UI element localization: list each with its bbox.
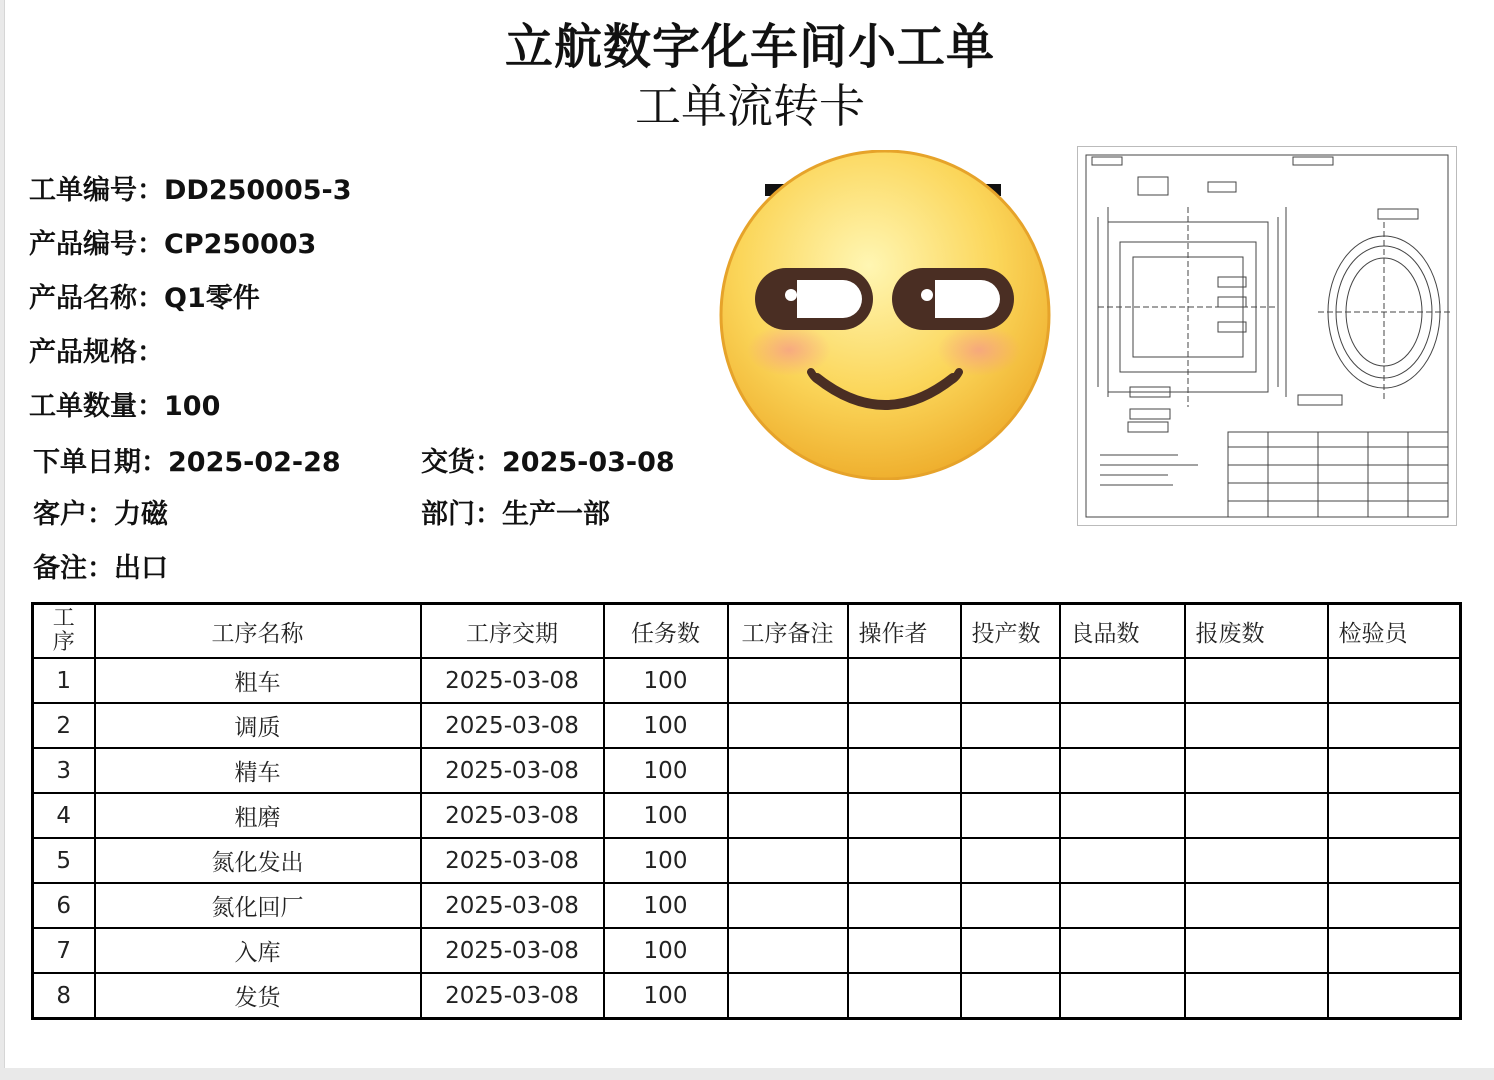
col-header-process-due: 工序交期: [421, 604, 604, 659]
process-table: [31, 602, 1462, 1020]
field-spec: [29, 330, 164, 369]
cell-task-qty: 100: [604, 883, 728, 928]
field-order-no-label: 工单编号 ：: [29, 175, 164, 206]
field-quantity: [29, 384, 220, 423]
work-order-page: [4, 0, 1494, 1068]
cell-process-name: 粗磨: [95, 793, 421, 838]
field-dept: [421, 492, 610, 531]
table-row: [33, 658, 1461, 703]
cell-inspector: [1328, 838, 1461, 883]
cell-input-qty: [961, 658, 1060, 703]
cell-seq: 5: [33, 838, 95, 883]
cell-process-due: 2025-03-08: [421, 973, 604, 1019]
col-header-input-qty: 投产数: [961, 604, 1060, 659]
table-row: [33, 793, 1461, 838]
cell-scrap-qty: [1185, 883, 1328, 928]
cell-process-remark: [728, 838, 848, 883]
field-product-code-value: CP250003: [164, 229, 317, 260]
field-quantity-value: 100: [164, 391, 221, 422]
field-spec-label: 产品规格 ：: [29, 337, 164, 368]
field-product-name-label: 产品名称 ：: [29, 283, 164, 314]
cell-process-remark: [728, 973, 848, 1019]
cell-scrap-qty: [1185, 838, 1328, 883]
cell-scrap-qty: [1185, 658, 1328, 703]
table-row: [33, 928, 1461, 973]
col-header-task-qty: 任务数: [604, 604, 728, 659]
cell-process-remark: [728, 748, 848, 793]
col-header-seq: 工 序: [33, 604, 95, 659]
table-row: [33, 838, 1461, 883]
field-product-name: [29, 276, 260, 315]
cell-input-qty: [961, 928, 1060, 973]
field-order-date-value: 2025-02-28: [168, 447, 341, 478]
cell-seq: 2: [33, 703, 95, 748]
cell-process-name: 发货: [95, 973, 421, 1019]
cell-operator: [848, 838, 961, 883]
cell-operator: [848, 748, 961, 793]
cell-task-qty: 100: [604, 928, 728, 973]
cell-good-qty: [1060, 928, 1185, 973]
cell-seq: 1: [33, 658, 95, 703]
cell-process-remark: [728, 793, 848, 838]
cell-operator: [848, 793, 961, 838]
cell-input-qty: [961, 703, 1060, 748]
cell-process-name: 粗车: [95, 658, 421, 703]
field-product-code: [29, 222, 316, 261]
cell-operator: [848, 658, 961, 703]
field-order-date: [33, 440, 341, 479]
cell-process-due: 2025-03-08: [421, 883, 604, 928]
table-row: [33, 973, 1461, 1019]
cell-seq: 6: [33, 883, 95, 928]
field-order-no-value: DD250005-3: [164, 175, 352, 206]
right-eye-icon: [892, 268, 1014, 330]
technical-drawing-image: [1077, 146, 1457, 526]
cell-good-qty: [1060, 658, 1185, 703]
cell-inspector: [1328, 658, 1461, 703]
table-row: [33, 703, 1461, 748]
cell-task-qty: 100: [604, 703, 728, 748]
page-subtitle: 工单流转卡: [635, 79, 865, 133]
cell-seq: 4: [33, 793, 95, 838]
cell-process-due: 2025-03-08: [421, 793, 604, 838]
cell-good-qty: [1060, 973, 1185, 1019]
field-delivery: [421, 440, 675, 479]
col-header-inspector: 检验员: [1328, 604, 1461, 659]
cell-task-qty: 100: [604, 793, 728, 838]
cell-scrap-qty: [1185, 928, 1328, 973]
cell-input-qty: [961, 793, 1060, 838]
cell-process-due: 2025-03-08: [421, 658, 604, 703]
cell-good-qty: [1060, 793, 1185, 838]
cell-process-remark: [728, 658, 848, 703]
cell-inspector: [1328, 793, 1461, 838]
cell-process-name: 调质: [95, 703, 421, 748]
field-remark-value: 出口: [114, 553, 168, 584]
cell-process-name: 氮化发出: [95, 838, 421, 883]
col-header-process-name: 工序名称: [95, 604, 421, 659]
cell-seq: 3: [33, 748, 95, 793]
col-header-process-remark: 工序备注: [728, 604, 848, 659]
cell-operator: [848, 928, 961, 973]
field-customer-value: 力磁: [114, 499, 168, 530]
cell-inspector: [1328, 973, 1461, 1019]
cell-process-remark: [728, 883, 848, 928]
col-header-scrap-qty: 报废数: [1185, 604, 1328, 659]
cell-good-qty: [1060, 838, 1185, 883]
cell-process-name: 氮化回厂: [95, 883, 421, 928]
field-dept-label: 部门 ：: [421, 499, 502, 530]
cell-inspector: [1328, 748, 1461, 793]
cell-scrap-qty: [1185, 973, 1328, 1019]
cell-process-due: 2025-03-08: [421, 928, 604, 973]
field-dept-value: 生产一部: [502, 499, 610, 530]
cell-task-qty: 100: [604, 658, 728, 703]
field-delivery-value: 2025-03-08: [502, 447, 675, 478]
cell-operator: [848, 703, 961, 748]
field-quantity-label: 工单数量 ：: [29, 391, 164, 422]
field-remark-label: 备注 ：: [33, 553, 114, 584]
cell-input-qty: [961, 973, 1060, 1019]
cell-process-remark: [728, 703, 848, 748]
field-delivery-label: 交货 ：: [421, 447, 502, 478]
cell-operator: [848, 973, 961, 1019]
cell-input-qty: [961, 838, 1060, 883]
cell-process-due: 2025-03-08: [421, 838, 604, 883]
process-table-body: [33, 658, 1461, 1019]
field-product-name-value: Q1零件: [164, 283, 260, 314]
smirk-emoji-svg: [717, 150, 1053, 480]
col-header-good-qty: 良品数: [1060, 604, 1185, 659]
cell-scrap-qty: [1185, 748, 1328, 793]
cell-input-qty: [961, 883, 1060, 928]
page-title: 立航数字化车间小工单: [504, 19, 995, 75]
cell-task-qty: 100: [604, 838, 728, 883]
cell-process-due: 2025-03-08: [421, 748, 604, 793]
field-customer-label: 客户 ：: [33, 499, 114, 530]
cell-inspector: [1328, 928, 1461, 973]
field-customer: [33, 492, 168, 531]
cell-scrap-qty: [1185, 703, 1328, 748]
drawing-svg: [1078, 147, 1456, 525]
table-header-row: [33, 604, 1461, 659]
field-order-date-label: 下单日期 ：: [33, 447, 168, 478]
cell-task-qty: 100: [604, 973, 728, 1019]
cell-process-name: 入库: [95, 928, 421, 973]
cell-process-due: 2025-03-08: [421, 703, 604, 748]
cell-task-qty: 100: [604, 748, 728, 793]
cell-good-qty: [1060, 748, 1185, 793]
field-product-code-label: 产品编号 ：: [29, 229, 164, 260]
col-header-operator: 操作者: [848, 604, 961, 659]
left-eye-icon: [755, 268, 873, 330]
cell-inspector: [1328, 703, 1461, 748]
table-row: [33, 883, 1461, 928]
smirk-emoji-icon: [717, 150, 1053, 480]
cell-good-qty: [1060, 703, 1185, 748]
cell-inspector: [1328, 883, 1461, 928]
cell-input-qty: [961, 748, 1060, 793]
cell-scrap-qty: [1185, 793, 1328, 838]
table-row: [33, 748, 1461, 793]
field-remark: [33, 546, 168, 585]
field-order-no: [29, 168, 352, 207]
cell-seq: 7: [33, 928, 95, 973]
cell-process-name: 精车: [95, 748, 421, 793]
cell-operator: [848, 883, 961, 928]
cell-good-qty: [1060, 883, 1185, 928]
cell-process-remark: [728, 928, 848, 973]
cell-seq: 8: [33, 973, 95, 1019]
